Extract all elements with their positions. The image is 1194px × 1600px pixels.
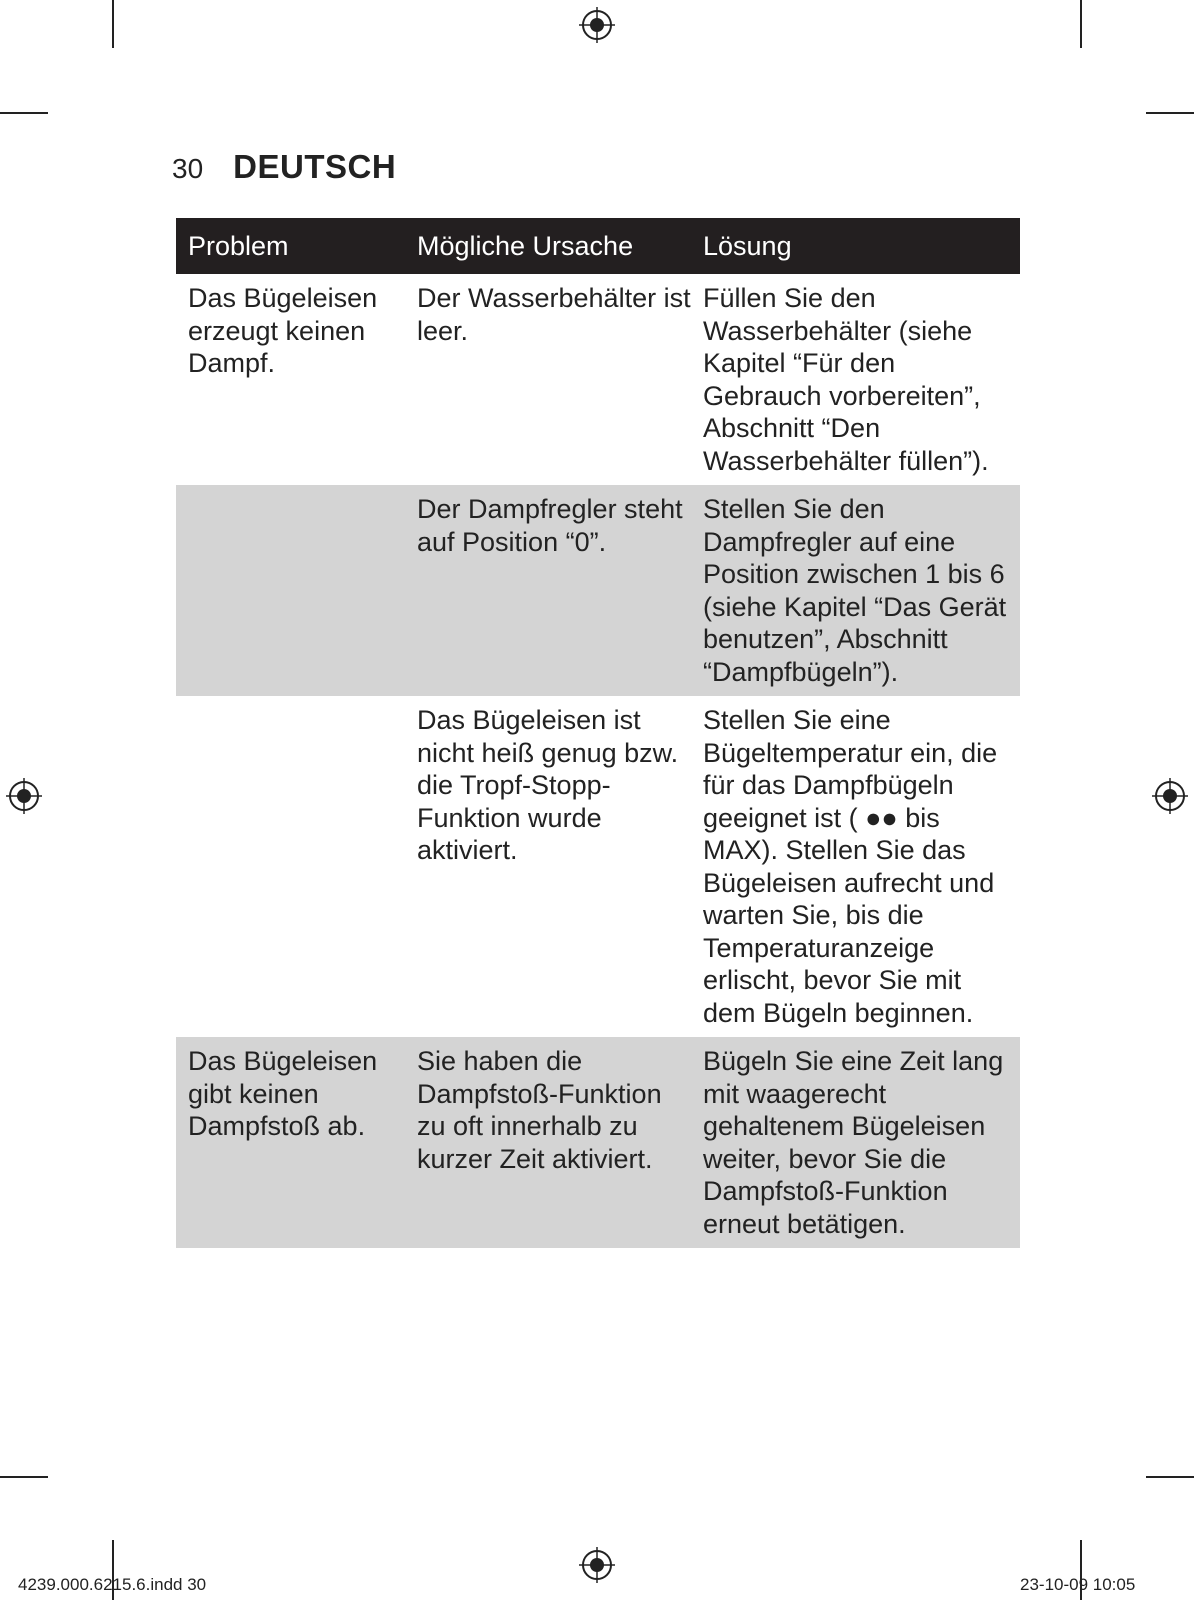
table-row <box>176 274 1020 485</box>
table-row <box>176 1037 1020 1248</box>
crop-mark-top-left-h <box>0 112 48 114</box>
cell-problem: Das Bügeleisen erzeugt keinen Dampf. <box>188 283 378 378</box>
footer-timestamp: 23-10-09 10:05 <box>1020 1575 1136 1594</box>
crop-mark-bottom-left-h <box>0 1476 48 1478</box>
section-title: DEUTSCH <box>233 148 397 185</box>
cell-solution: Stellen Sie eine Bügeltemperatur ein, die für das Dampfbügeln geeignet ist ( ●● bis MAX). Stellen Sie das Bügeleisen aufrecht und warten Sie, bis die Temperaturanzeige erlischt, bevor Sie mit dem Bügeln beginnen. <box>703 705 998 1028</box>
table-header-row <box>176 218 1020 274</box>
troubleshooting-table <box>176 218 1020 1248</box>
cell-problem: Das Bügeleisen gibt keinen Dampfstoß ab. <box>188 1046 378 1141</box>
registration-mark-right-icon <box>1152 778 1188 814</box>
footer-file-info: 4239.000.6215.6.indd 30 <box>18 1575 207 1594</box>
cell-problem <box>176 696 405 1037</box>
cell-solution: Stellen Sie den Dampfregler auf eine Position zwischen 1 bis 6 (siehe Kapitel “Das Gerät benutzen”, Abschnitt “Dampfbügeln”). <box>703 494 1007 687</box>
cell-cause: Das Bügeleisen ist nicht heiß genug bzw. die Tropf-Stopp-Funktion wurde aktiviert. <box>417 705 679 865</box>
table-row <box>176 696 1020 1037</box>
header-solution: Lösung <box>703 230 792 261</box>
cell-cause: Der Dampfregler steht auf Position “0”. <box>417 494 683 557</box>
page-header <box>172 148 396 186</box>
registration-mark-bottom-icon <box>579 1547 615 1583</box>
crop-mark-bottom-right-h <box>1146 1476 1194 1478</box>
cell-solution: Füllen Sie den Wasserbehälter (siehe Kapitel “Für den Gebrauch vorbereiten”, Abschnitt “Den Wasserbehälter füllen”). <box>703 283 989 476</box>
cell-cause: Sie haben die Dampfstoß-Funktion zu oft innerhalb zu kurzer Zeit aktiviert. <box>417 1046 662 1174</box>
crop-mark-top-left-v <box>112 0 114 48</box>
page-number: 30 <box>172 153 204 184</box>
registration-mark-top-icon <box>579 7 615 43</box>
table-row <box>176 485 1020 696</box>
header-problem: Problem <box>188 230 289 261</box>
header-cause: Mögliche Ursache <box>417 230 634 261</box>
crop-mark-top-right-v <box>1080 0 1082 48</box>
cell-problem <box>176 485 405 696</box>
cell-solution: Bügeln Sie eine Zeit lang mit waagerecht gehaltenem Bügeleisen weiter, bevor Sie die Dampfstoß-Funktion erneut betätigen. <box>703 1046 1004 1239</box>
cell-cause: Der Wasserbehälter ist leer. <box>417 283 691 346</box>
registration-mark-left-icon <box>6 778 42 814</box>
crop-mark-top-right-h <box>1146 112 1194 114</box>
